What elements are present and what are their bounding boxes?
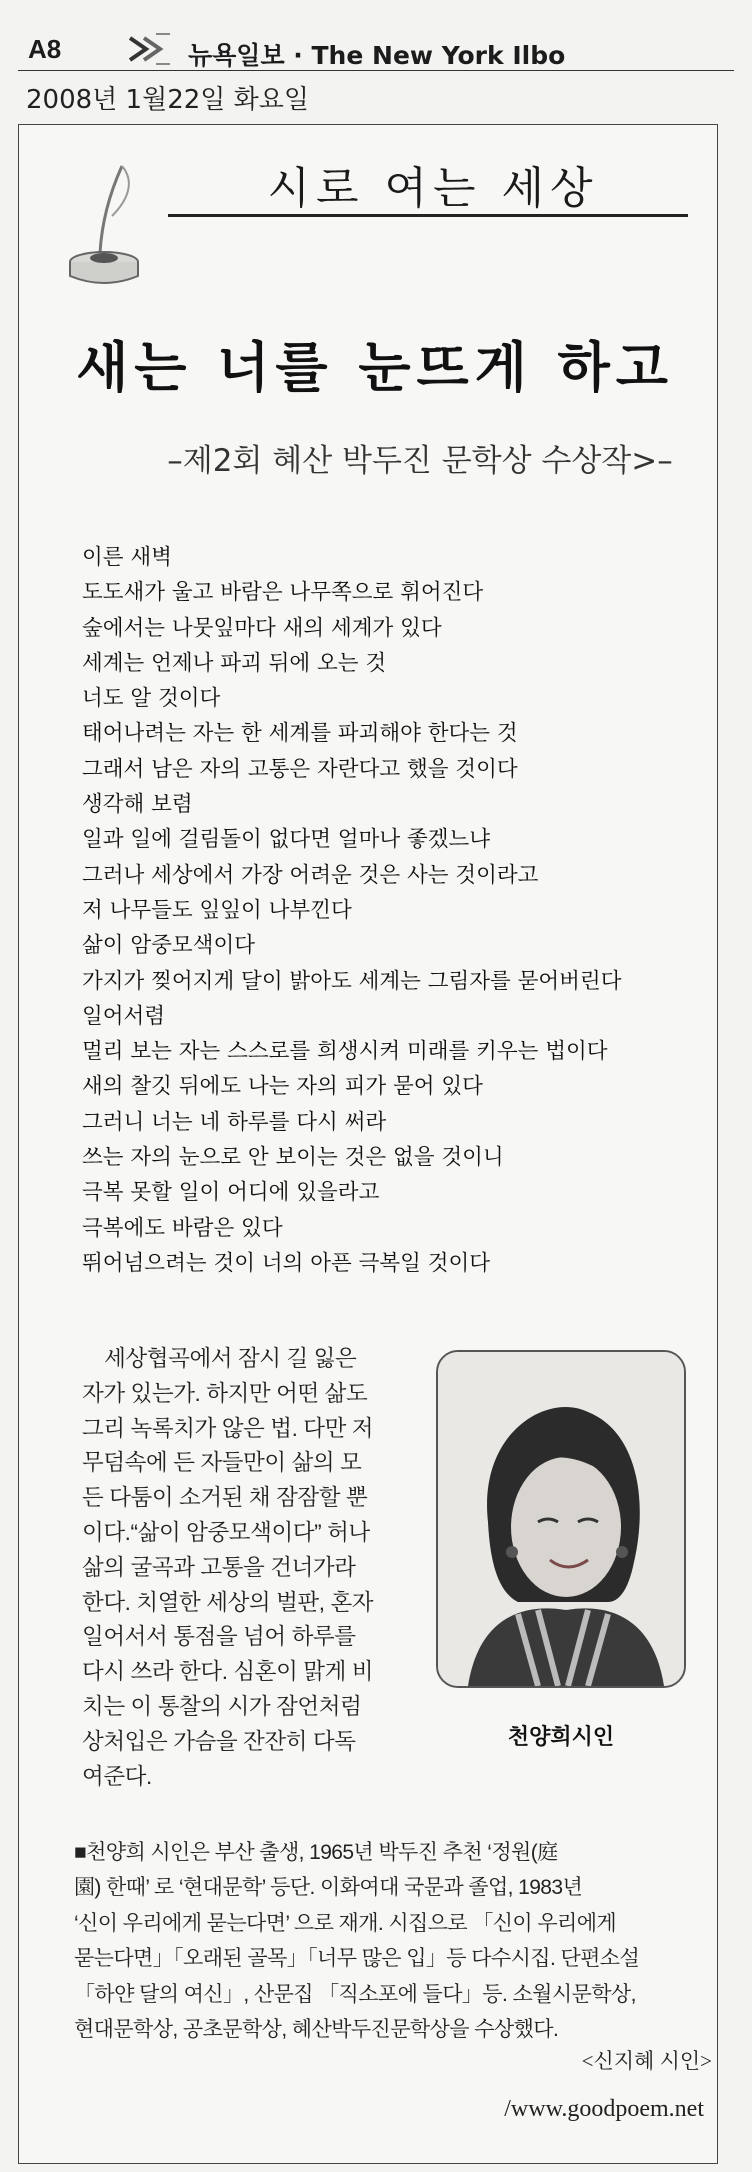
commentary-line: 무덤속에 든 자들만이 삶의 모 <box>82 1450 362 1476</box>
poem-line: 극복에도 바람은 있다 <box>82 1215 283 1241</box>
commentary-line: 여준다. <box>82 1763 152 1789</box>
column-title: 시로 여는 세상 <box>267 163 599 214</box>
bio-line: ■천양희 시인은 부산 출생, 1965년 박두진 추천 ‘정원(庭 <box>74 1841 558 1864</box>
commentary-line: 든 다툼이 소거된 채 잠잠할 뿐 <box>82 1485 368 1511</box>
inkwell-quill-icon <box>52 158 162 288</box>
commentary-line: 한다. 치열한 세상의 벌판, 혼자 <box>82 1589 374 1615</box>
newspaper-name: 뉴욕일보 · The New York Ilbo <box>188 41 566 70</box>
commentary-line: 치는 이 통찰의 시가 잠언처럼 <box>82 1693 362 1719</box>
poem-line: 새의 찰깃 뒤에도 나는 자의 피가 묻어 있다 <box>82 1074 483 1100</box>
bio-line: ‘신이 우리에게 묻는다면’ 으로 재개. 시집으로 「신이 우리에게 <box>74 1911 617 1935</box>
commentary-line: 상처입은 가슴을 잔잔히 다독 <box>82 1728 356 1754</box>
commentary-line: 일어서서 통점을 넘어 하루를 <box>82 1624 356 1650</box>
commentary-line: 세상협곡에서 잠시 길 잃은 <box>82 1346 357 1371</box>
poem-line: 멀리 보는 자는 스스로를 희생시켜 미래를 키우는 법이다 <box>82 1039 608 1065</box>
poet-bio <box>74 1835 714 2047</box>
poem-line: 저 나무들도 잎잎이 나부낀다 <box>82 897 352 923</box>
poet-photo <box>436 1350 686 1688</box>
commentary-line: 이다.“삶이 암중모색이다” 허나 <box>82 1519 370 1545</box>
poem-line: 세계는 언제나 파괴 뒤에 오는 것 <box>82 650 387 676</box>
author-credit: <신지혜 시인> <box>581 2049 712 2073</box>
commentary <box>82 1342 402 1794</box>
bio-line: 묻는다면」「오래된 골목」「너무 많은 입」등 다수시집. 단편소설 <box>74 1947 640 1971</box>
poem-line: 이른 새벽 <box>82 545 172 570</box>
bio-line: 「하얀 달의 여신」, 산문집 「직소포에 들다」등. 소월시문학상, <box>74 1982 636 2006</box>
commentary-line: 삶의 굴곡과 고통을 건너가라 <box>82 1554 356 1580</box>
page-number: A8 <box>28 34 62 64</box>
poem-line: 그래서 남은 자의 고통은 자란다고 했을 것이다 <box>82 756 518 782</box>
poem-line: 숲에서는 나뭇잎마다 새의 세계가 있다 <box>82 615 442 641</box>
poem-line: 일어서렴 <box>82 1003 166 1029</box>
poem-subtitle: –제2회 혜산 박두진 문학상 수상작>– <box>167 443 673 479</box>
poem-title: 새는 너를 눈뜨게 하고 <box>76 335 674 399</box>
commentary-line: 다시 쓰라 한다. 심혼이 맑게 비 <box>82 1659 374 1685</box>
bio-line: 園) 한때’ 로 ‘현대문학’ 등단. 이화여대 국문과 졸업, 1983년 <box>74 1876 583 1900</box>
poem-line: 뛰어넘으려는 것이 너의 아픈 극복일 것이다 <box>82 1250 491 1276</box>
poem-line: 삶이 암중모색이다 <box>82 933 255 959</box>
website-link[interactable]: /www.goodpoem.net <box>504 2096 704 2122</box>
poem-line: 그러나 세상에서 가장 어려운 것은 사는 것이라고 <box>82 862 539 888</box>
bio-line: 현대문학상, 공초문학상, 혜산박두진문학상을 수상했다. <box>74 2017 559 2041</box>
nyilbo-logo-icon <box>126 32 174 66</box>
poem-line: 도도새가 울고 바람은 나무쪽으로 휘어진다 <box>82 580 484 606</box>
poem-line: 생각해 보렴 <box>82 792 193 818</box>
poem-line: 너도 알 것이다 <box>82 686 221 712</box>
poem-line: 쓰는 자의 눈으로 안 보이는 것은 없을 것이니 <box>82 1145 504 1171</box>
column-title-rule <box>168 214 688 217</box>
photo-caption: 천양희시인 <box>507 1725 615 1750</box>
poem-line: 가지가 찢어지게 달이 밝아도 세계는 그림자를 묻어버린다 <box>82 968 622 994</box>
commentary-line: 그리 녹록치가 않은 법. 다만 저 <box>82 1415 374 1441</box>
masthead <box>18 30 734 71</box>
poem-line: 그러니 너는 네 하루를 다시 써라 <box>82 1109 387 1135</box>
dateline: 2008년 1월22일 화요일 <box>26 85 310 115</box>
commentary-line: 자가 있는가. 하지만 어떤 삶도 <box>82 1380 368 1406</box>
poem-line: 일과 일에 걸림돌이 없다면 얼마나 좋겠느냐 <box>82 827 491 853</box>
poem-line: 태어나려는 자는 한 세계를 파괴해야 한다는 것 <box>82 721 518 747</box>
poem-line: 극복 못할 일이 어디에 있을라고 <box>82 1180 380 1206</box>
poem-body <box>82 540 722 1281</box>
